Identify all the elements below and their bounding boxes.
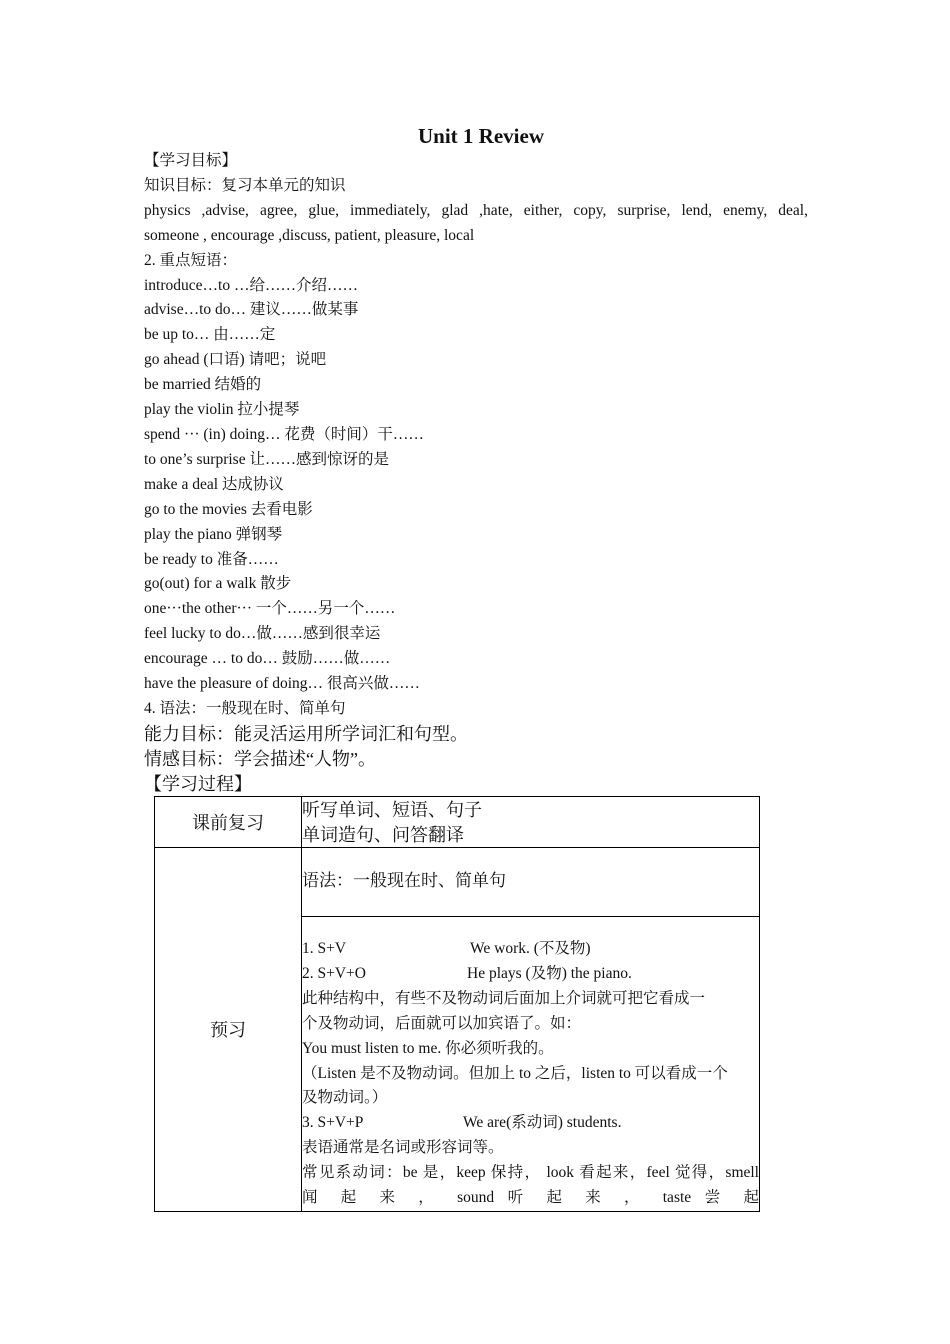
review-line: 单词造句、问答翻译 [302,824,464,845]
objectives-heading: 【学习目标】 [144,152,238,169]
phrase-item: be married 结婚的 [144,376,262,394]
vocabulary-line-2: someone , encourage ,discuss, patient, pleasure, local [144,226,475,244]
phrase-item: go(out) for a walk 散步 [144,575,292,593]
pattern-formula: 1. S+V [302,940,347,957]
pattern-line [302,1111,759,1136]
knowledge-goal: 知识目标：复习本单元的知识 [144,176,346,194]
phrase-item: introduce…to …给……介绍…… [144,276,358,294]
linking-verbs-line: 闻 起 来 ， sound 听 起 来 ， taste 尝 起 [302,1189,759,1207]
linking-verbs-line: 常见系动词：be 是，keep 保持， look 看起来，feel 觉得，smell [302,1164,759,1182]
explanation-line: 此种结构中，有些不及物动词后面加上介词就可把它看成一 [302,989,706,1007]
grammar-cell [302,848,760,917]
table-row [155,848,760,917]
pattern-example: We work. (不及物) [470,940,591,957]
review-line: 听写单词、短语、句子 [302,800,482,820]
explanation-line: （Listen 是不及物动词。但加上 to 之后，listen to 可以看成一个 [302,1064,728,1082]
phrase-item: play the piano 弹钢琴 [144,525,283,543]
phrase-item: be ready to 准备…… [144,550,279,568]
example-line: You must listen to me. 你必须听我的。 [302,1039,554,1057]
pattern-example: We are(系动词) students. [463,1114,622,1132]
sentence-patterns-cell [302,917,760,1212]
phrase-item: go to the movies 去看电影 [144,500,313,518]
phrase-item: go ahead (口语) 请吧；说吧 [144,351,327,369]
phrase-item: encourage … to do… 鼓励……做…… [144,650,391,668]
learning-objectives [144,149,808,797]
emotion-goal: 情感目标：学会描述“人物”。 [144,748,376,769]
phrases-heading: 2. 重点短语： [144,251,238,269]
phrase-item: spend ··· (in) doing… 花费（时间）干…… [144,425,424,443]
phrase-item: one···the other··· 一个……另一个…… [144,600,396,618]
row-label-preview: 预习 [155,848,302,1212]
phrase-item: to one’s surprise 让……感到惊讶的是 [144,450,389,468]
process-heading: 【学习过程】 [144,773,252,794]
phrase-item: feel lucky to do…做……感到很幸运 [144,625,381,643]
pattern-example: He plays (及物) the piano. [467,964,632,982]
explanation-line: 个及物动词，后面就可以加宾语了。如： [302,1014,582,1032]
pattern-formula: 3. S+V+P [302,1114,364,1132]
page-title: Unit 1 Review [418,124,544,148]
explanation-line: 及物动词。） [302,1089,388,1107]
phrase-item: have the pleasure of doing… 很高兴做…… [144,675,420,693]
grammar-goal: 4. 语法：一般现在时、简单句 [144,699,346,717]
phrase-item: make a deal 达成协议 [144,475,284,493]
phrase-item: be up to… 由……定 [144,326,276,344]
row-label-review: 课前复习 [155,797,302,848]
pattern-line [302,937,759,962]
vocabulary-line-1: physics ,advise, agree, glue, immediately, glad ,hate, either, copy, surprise, lend, enemy, deal, [144,201,808,219]
pattern-line [302,962,759,987]
grammar-text: 语法：一般现在时、简单句 [302,870,506,890]
explanation-line: 表语通常是名词或形容词等。 [302,1139,504,1157]
learning-process-table [154,796,760,1212]
phrase-item: play the violin 拉小提琴 [144,401,300,419]
phrase-item: advise…to do… 建议……做某事 [144,301,359,319]
pattern-formula: 2. S+V+O [302,964,366,982]
ability-goal: 能力目标：能灵活运用所学词汇和句型。 [144,723,468,744]
table-row [155,797,760,848]
review-content-cell [302,797,760,848]
